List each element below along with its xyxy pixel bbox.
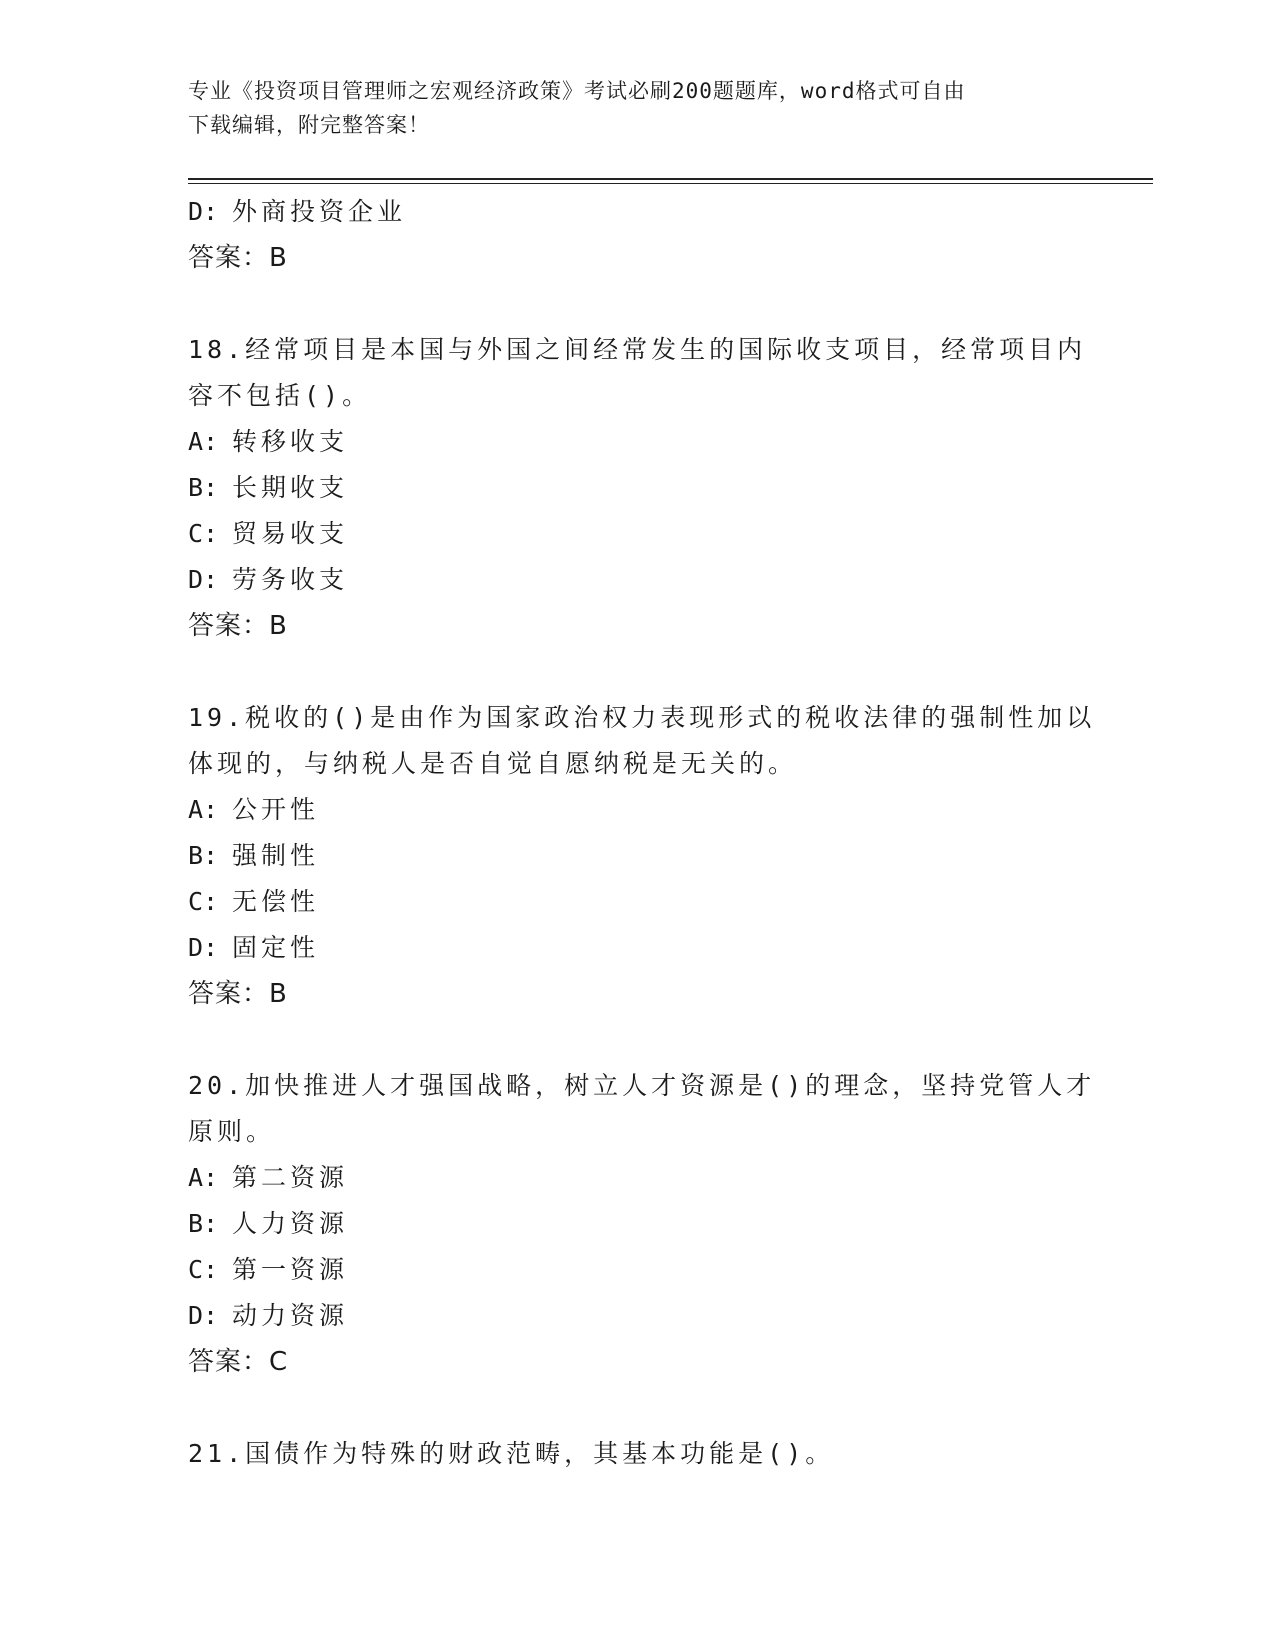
question-19-stem-line-2: 体现的，与纳税人是否自觉自愿纳税是无关的。	[188, 749, 798, 778]
option-text: 第二资源	[232, 1163, 349, 1192]
option-key: B:	[188, 473, 219, 502]
spacer	[188, 649, 1088, 695]
option-text: 强制性	[232, 841, 320, 870]
option-key: C:	[188, 887, 219, 916]
answer: 答案：B	[188, 243, 288, 273]
header-divider-thick	[188, 178, 1153, 180]
option-a	[188, 1155, 1088, 1201]
option-b	[188, 1201, 1088, 1247]
question-21-stem-line-1: 21.国债作为特殊的财政范畴，其基本功能是()。	[188, 1439, 835, 1468]
question-18-stem-line-1: 18.经常项目是本国与外国之间经常发生的国际收支项目，经常项目内	[188, 335, 1087, 364]
option-c	[188, 1247, 1088, 1293]
option-key: A:	[188, 795, 219, 824]
answer: 答案：B	[188, 979, 288, 1009]
answer: 答案：C	[188, 1347, 289, 1377]
option-key: B:	[188, 1209, 219, 1238]
option-key: D:	[188, 565, 219, 594]
question-20-stem-line-1: 20.加快推进人才强国战略，树立人才资源是()的理念，坚持党管人才	[188, 1071, 1096, 1100]
option-key: D:	[188, 933, 219, 962]
header-line-1: 专业《投资项目管理师之宏观经济政策》考试必刷200题题库，word格式可自由	[188, 79, 966, 103]
option-key: A:	[188, 1163, 219, 1192]
option-key: C:	[188, 1255, 219, 1284]
option-d	[188, 557, 1088, 603]
option-key: A:	[188, 427, 219, 456]
option-d	[188, 925, 1088, 971]
option-d	[188, 189, 1088, 235]
option-key: C:	[188, 519, 219, 548]
option-text: 劳务收支	[232, 565, 349, 594]
option-text: 固定性	[232, 933, 320, 962]
option-text: 长期收支	[232, 473, 349, 502]
document-header	[188, 74, 1068, 142]
option-c	[188, 879, 1088, 925]
question-list	[188, 189, 1096, 1477]
option-a	[188, 419, 1088, 465]
question-19-stem-line-1: 19.税收的()是由作为国家政治权力表现形式的税收法律的强制性加以	[188, 703, 1096, 732]
option-key: B:	[188, 841, 219, 870]
question-20-stem-line-2: 原则。	[188, 1117, 276, 1146]
header-divider-thin	[188, 183, 1153, 184]
option-c	[188, 511, 1088, 557]
spacer	[188, 1385, 1088, 1431]
option-key: D:	[188, 197, 219, 226]
option-text: 第一资源	[232, 1255, 349, 1284]
option-text: 动力资源	[232, 1301, 349, 1330]
option-text: 公开性	[232, 795, 320, 824]
option-d	[188, 1293, 1088, 1339]
spacer	[188, 1017, 1088, 1063]
option-text: 外商投资企业	[232, 197, 407, 226]
option-text: 人力资源	[232, 1209, 349, 1238]
option-text: 转移收支	[232, 427, 349, 456]
option-b	[188, 833, 1088, 879]
answer: 答案：B	[188, 611, 288, 641]
option-text: 无偿性	[232, 887, 320, 916]
option-key: D:	[188, 1301, 219, 1330]
spacer	[188, 281, 1088, 327]
option-a	[188, 787, 1088, 833]
option-b	[188, 465, 1088, 511]
option-text: 贸易收支	[232, 519, 349, 548]
header-line-2: 下载编辑，附完整答案！	[188, 113, 430, 137]
question-18-stem-line-2: 容不包括()。	[188, 381, 372, 410]
